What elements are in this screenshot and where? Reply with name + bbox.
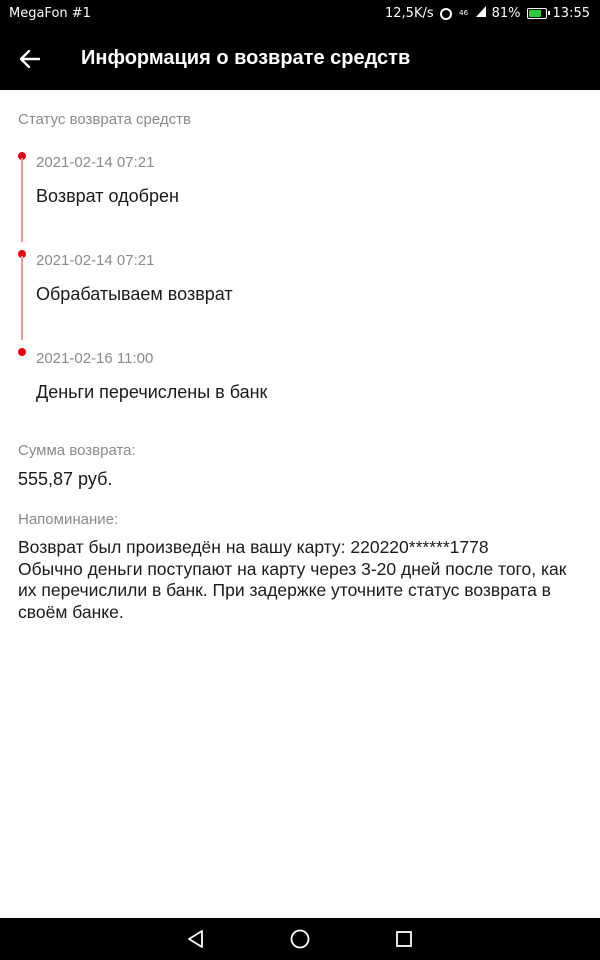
status-icons bbox=[385, 6, 590, 21]
refund-status-heading: Статус возврата средств bbox=[18, 111, 191, 128]
timeline-text: Обрабатываем возврат bbox=[36, 284, 233, 304]
battery-icon bbox=[527, 8, 547, 19]
back-button[interactable] bbox=[12, 41, 48, 77]
timeline-time: 2021-02-16 11:00 bbox=[36, 350, 154, 367]
reminder-card-line: Возврат был произведён на вашу карту: 220220******1778 bbox=[18, 537, 489, 557]
network-speed: 12,5K/s bbox=[385, 6, 434, 21]
network-type-badge: 46 bbox=[459, 9, 469, 17]
refund-amount-label: Сумма возврата: bbox=[18, 442, 136, 459]
hotspot-icon bbox=[440, 8, 452, 20]
circle-home-icon bbox=[289, 928, 311, 950]
app-bar bbox=[0, 28, 600, 90]
nav-back-button[interactable] bbox=[184, 927, 208, 951]
battery-percent: 81% bbox=[491, 6, 521, 21]
timeline-time: 2021-02-14 07:21 bbox=[36, 252, 155, 269]
reminder-text bbox=[18, 537, 582, 623]
timeline-text: Возврат одобрен bbox=[36, 186, 179, 206]
reminder-delay-note: Обычно деньги поступают на карту через 3-20 дней после того, как их перечислили в банк. При задержке уточните статус возврата в своём банке. bbox=[18, 558, 567, 622]
timeline-text: Деньги перечислены в банк bbox=[36, 382, 268, 402]
signal-icon bbox=[476, 6, 486, 21]
timeline-connector bbox=[21, 158, 23, 242]
status-bar bbox=[0, 0, 600, 28]
page-title: Информация о возврате средств bbox=[81, 47, 411, 69]
refund-amount-value: 555,87 руб. bbox=[18, 469, 113, 489]
nav-home-button[interactable] bbox=[288, 927, 312, 951]
reminder-label: Напоминание: bbox=[18, 511, 119, 528]
square-recents-icon bbox=[394, 929, 414, 949]
timeline-dot bbox=[18, 348, 26, 356]
clock: 13:55 bbox=[552, 6, 590, 21]
timeline-time: 2021-02-14 07:21 bbox=[36, 154, 155, 171]
nav-recents-button[interactable] bbox=[392, 927, 416, 951]
system-nav-bar bbox=[0, 918, 600, 960]
arrow-back-icon bbox=[20, 50, 40, 68]
timeline-connector bbox=[21, 256, 23, 340]
carrier-name: MegaFon #1 bbox=[9, 6, 91, 21]
triangle-back-icon bbox=[186, 929, 206, 949]
